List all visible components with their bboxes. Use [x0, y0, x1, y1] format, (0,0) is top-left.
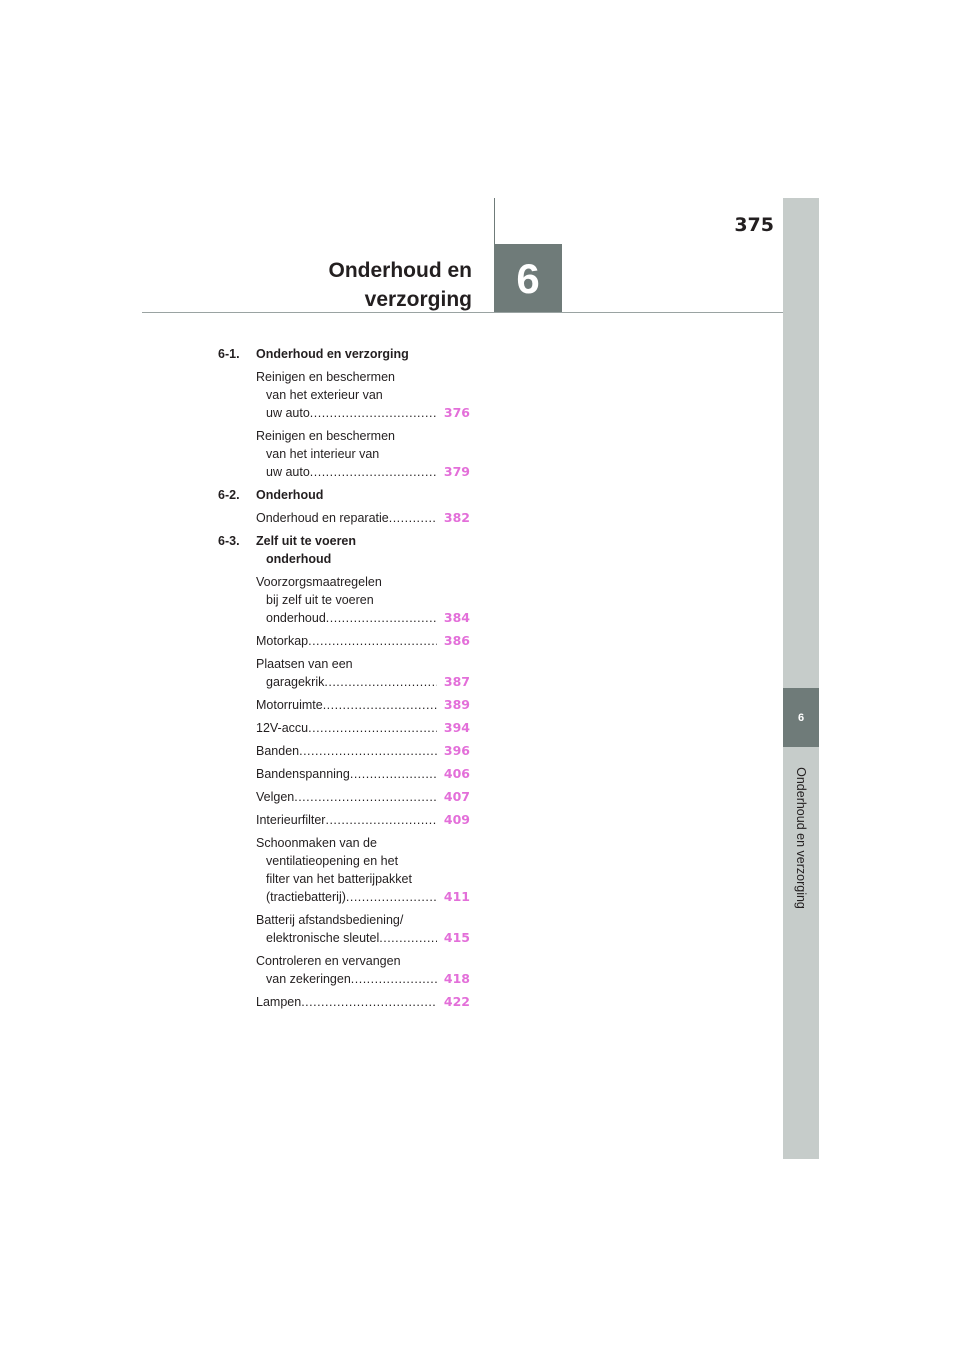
- toc-page-link[interactable]: 418: [443, 971, 470, 986]
- toc-entry-line: elektronische sleutel: [266, 931, 380, 945]
- toc-entry-leader-row: [256, 993, 470, 1011]
- toc-entry-line: Onderhoud en reparatie: [256, 511, 389, 525]
- toc-entry[interactable]: [256, 719, 470, 737]
- toc-dot-leader: [351, 970, 437, 988]
- toc-entry[interactable]: [256, 427, 470, 481]
- toc-entry-line: Interieurfilter: [256, 813, 326, 827]
- toc-dot-leader: [299, 742, 437, 760]
- toc-entry-line: 12V-accu: [256, 721, 309, 735]
- toc-page-link[interactable]: 379: [443, 464, 470, 479]
- toc-section-number: 6-3.: [218, 534, 240, 548]
- chapter-title-line: verzorging: [364, 288, 472, 311]
- toc-entry-line: Reinigen en beschermen: [256, 370, 395, 384]
- toc-dot-leader: [325, 811, 437, 829]
- toc-entry-leader-row: [256, 463, 470, 481]
- toc-entry-leader-row: [256, 696, 470, 714]
- toc-entry-line: Schoonmaken van de: [256, 836, 377, 850]
- toc-section: [218, 486, 470, 504]
- chapter-title: [240, 256, 472, 314]
- toc-entry-line: Voorzorgsmaatregelen: [256, 575, 382, 589]
- toc-section: [218, 532, 470, 568]
- toc-page-link[interactable]: 415: [443, 930, 470, 945]
- toc-section-title-line: Onderhoud: [256, 488, 324, 502]
- toc-entry[interactable]: [256, 811, 470, 829]
- toc-entry-leader-row: [256, 765, 470, 783]
- side-chapter-label: Onderhoud en verzorging: [794, 767, 808, 909]
- toc-entry[interactable]: [256, 834, 470, 906]
- toc-page-link[interactable]: 389: [443, 697, 470, 712]
- toc-entry-leader-row: [256, 609, 470, 627]
- toc-entry-leader-row: [256, 719, 470, 737]
- toc-entry-leader-row: [256, 404, 470, 422]
- toc-dot-leader: [294, 788, 437, 806]
- toc-page-link[interactable]: 422: [443, 994, 470, 1009]
- toc-entry-line: Motorruimte: [256, 698, 323, 712]
- toc-dot-leader: [324, 673, 437, 691]
- toc-entry-leader-row: [256, 509, 470, 527]
- toc-entry-line: Controleren en vervangen: [256, 954, 401, 968]
- toc-entry-leader-row: [256, 811, 470, 829]
- toc-entry-leader-row: [256, 632, 470, 650]
- toc-page-link[interactable]: 409: [443, 812, 470, 827]
- toc-page-link[interactable]: 406: [443, 766, 470, 781]
- header-divider-horizontal: [142, 312, 783, 313]
- toc-section-number: 6-2.: [218, 488, 240, 502]
- toc-entry[interactable]: [256, 742, 470, 760]
- toc-entry-leader-row: [256, 970, 470, 988]
- toc-entry-line: Banden: [256, 744, 300, 758]
- toc-entry-line: Reinigen en beschermen: [256, 429, 395, 443]
- toc-entry[interactable]: [256, 993, 470, 1011]
- toc-entry-leader-row: [256, 742, 470, 760]
- toc-page-link[interactable]: 396: [443, 743, 470, 758]
- toc-entry-line: Velgen: [256, 790, 295, 804]
- toc-entry-leader-row: [256, 788, 470, 806]
- toc-section-title: [256, 345, 409, 363]
- toc-dot-leader: [308, 719, 437, 737]
- toc-entry-line: Motorkap: [256, 634, 309, 648]
- toc-entry[interactable]: [256, 788, 470, 806]
- toc-entry-line: uw auto: [266, 465, 310, 479]
- toc-section-title-line: Onderhoud en verzorging: [256, 347, 409, 361]
- table-of-contents: [218, 345, 470, 1016]
- toc-dot-leader: [389, 509, 437, 527]
- side-chapter-tab[interactable]: 6: [783, 688, 819, 747]
- toc-entry-line: uw auto: [266, 406, 310, 420]
- header-divider-vertical: [494, 198, 495, 245]
- toc-entry-line: van het exterieur van: [266, 388, 383, 402]
- toc-section: [218, 345, 470, 363]
- toc-dot-leader: [350, 765, 437, 783]
- toc-dot-leader: [326, 609, 437, 627]
- toc-entry[interactable]: [256, 573, 470, 627]
- toc-entry-line: Batterij afstandsbediening/: [256, 913, 404, 927]
- toc-entry-line: van het interieur van: [266, 447, 380, 461]
- toc-section-title: [256, 532, 356, 568]
- toc-entry[interactable]: [256, 696, 470, 714]
- toc-entry-line: Bandenspanning: [256, 767, 350, 781]
- page-number: 375: [734, 214, 774, 236]
- toc-entry-line: bij zelf uit te voeren: [266, 593, 374, 607]
- toc-entry[interactable]: [256, 952, 470, 988]
- toc-entry-line: (tractiebatterij): [266, 890, 346, 904]
- toc-page-link[interactable]: 394: [443, 720, 470, 735]
- toc-dot-leader: [346, 888, 437, 906]
- toc-entry-line: garagekrik: [266, 675, 325, 689]
- toc-section-title-line: Zelf uit te voeren: [256, 534, 357, 548]
- toc-section-title-line: onderhoud: [266, 552, 332, 566]
- toc-page-link[interactable]: 387: [443, 674, 470, 689]
- toc-dot-leader: [379, 929, 437, 947]
- toc-dot-leader: [310, 404, 437, 422]
- toc-entry-line: van zekeringen: [266, 972, 351, 986]
- chapter-title-line: Onderhoud en: [328, 259, 472, 282]
- toc-entry-leader-row: [256, 929, 470, 947]
- toc-entry[interactable]: [256, 368, 470, 422]
- side-thumb-strip: [783, 198, 819, 1159]
- chapter-number-box: 6: [494, 244, 562, 313]
- toc-dot-leader: [301, 993, 437, 1011]
- toc-entry[interactable]: [256, 911, 470, 947]
- toc-entry[interactable]: [256, 765, 470, 783]
- toc-entry-line: Lampen: [256, 995, 302, 1009]
- toc-section-title: [256, 486, 323, 504]
- toc-entry-line: filter van het batterijpakket: [266, 872, 412, 886]
- toc-dot-leader: [308, 632, 437, 650]
- toc-entry-line: Plaatsen van een: [256, 657, 353, 671]
- toc-entry-leader-row: [256, 673, 470, 691]
- toc-entry[interactable]: [256, 509, 470, 527]
- toc-entry-line: ventilatieopening en het: [266, 854, 399, 868]
- toc-dot-leader: [310, 463, 437, 481]
- toc-page-link[interactable]: 384: [443, 610, 470, 625]
- toc-dot-leader: [323, 696, 437, 714]
- toc-entry[interactable]: [256, 655, 470, 691]
- toc-page-link[interactable]: 407: [443, 789, 470, 804]
- toc-page-link[interactable]: 411: [443, 889, 470, 904]
- toc-entry-line: onderhoud: [266, 611, 326, 625]
- toc-section-number: 6-1.: [218, 347, 240, 361]
- toc-page-link[interactable]: 376: [443, 405, 470, 420]
- toc-entry-leader-row: [256, 888, 470, 906]
- toc-page-link[interactable]: 382: [443, 510, 470, 525]
- toc-entry[interactable]: [256, 632, 470, 650]
- toc-page-link[interactable]: 386: [443, 633, 470, 648]
